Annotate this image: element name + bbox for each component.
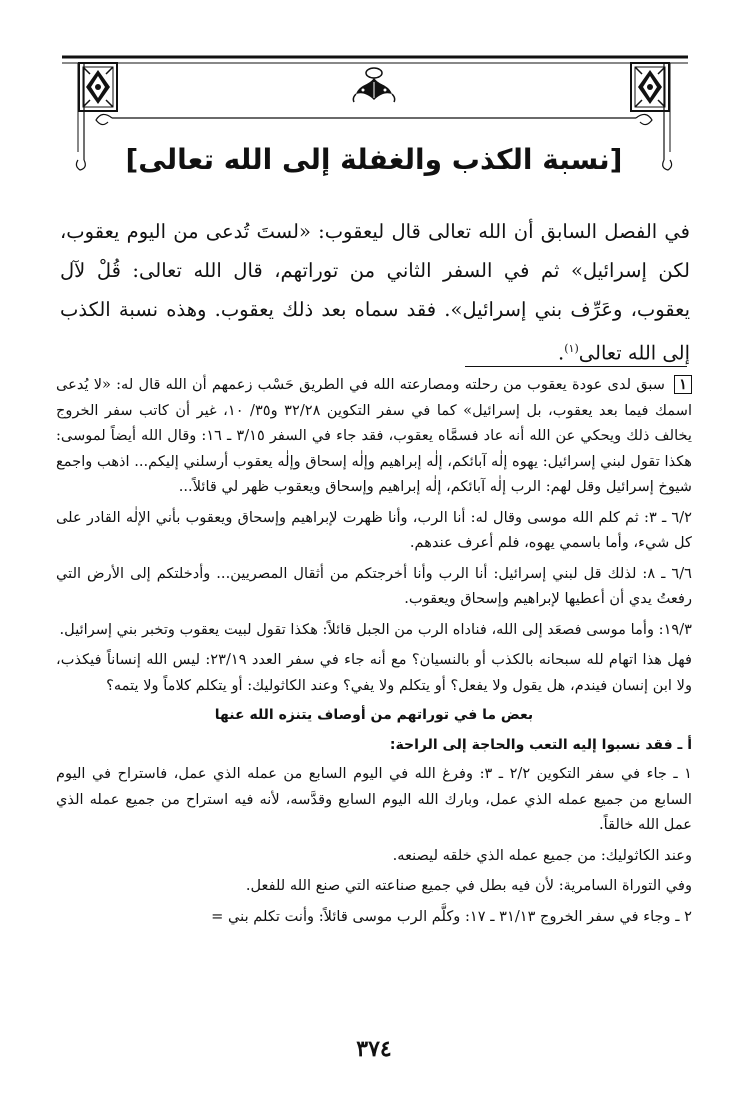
footnote-paragraph: ٦/٢ ـ ٣: ثم كلم الله موسى وقال له: أنا الرب، وأنا ظهرت لإبراهيم وإسحاق ويعقوب بأني الإلٰه القادر على كل شيء، وأما باسمي يهوه، فلم أعرف عندهم. (56, 508, 692, 551)
footnote-paragraph (56, 372, 692, 500)
footnote-paragraph: وفي التوراة السامرية: لأن فيه بطل في جميع صناعته التي صنع الله للفعل. (245, 877, 692, 894)
footnote-paragraph: ٦/٦ ـ ٨: لذلك قل لبني إسرائيل: أنا الرب وأنا أخرجتكم من أثقال المصريين... وأدخلتكم إلى الأرض التي رفعتُ يدي أن أعطيها لإبراهيم وإسحاق ويعقوب. (56, 564, 692, 607)
center-floral-ornament (346, 64, 402, 104)
footnote-paragraph: ١٩/٣: وأما موسى فصعَد إلى الله، فناداه الرب من الجبل قائلاً: هكذا تقول لبيت يعقوب وتخبر بني إسرائيل. (59, 620, 692, 638)
footnote-reference: (١) (564, 342, 579, 355)
chapter-title: [نسبة الكذب والغفلة إلى الله تعالى] (125, 143, 623, 176)
intro-end: . (558, 341, 565, 365)
footnote-paragraph: ١ ـ جاء في سفر التكوين ٢/٢ ـ ٣: وفرغ الله في اليوم السابع من عمله الذي عمل، فاستراح في اليوم السابع من جميع عمله الذي عمل، وبارك الله اليوم السابع وقدَّسه، لأنه فيه استراح من جميع عمله الذي عمل الله خالقاً. (56, 765, 692, 833)
page-number: ٣٧٤ (356, 1036, 392, 1062)
footnote-subsection-title: أ ـ فقد نسبوا إليه التعب والحاجة إلى الراحة: (389, 736, 692, 753)
footnote-paragraph: وعند الكاثوليك: من جميع عمله الذي خلقه ليصنعه. (392, 846, 692, 864)
footnote-paragraph: فهل هذا اتهام لله سبحانه بالكذب أو بالنسيان؟ مع أنه جاء في سفر العدد ٢٣/١٩: ليس الله إنساناً فيكذب، ولا ابن إنسان فيندم، هل يقول ولا يفعل؟ أو يتكلم ولا يفي؟ وعند الكاثوليك: أو يتكلم كلاماً ولا يتمه؟ (56, 651, 692, 694)
intro-paragraph (60, 212, 690, 373)
corner-ornament-right (630, 62, 670, 112)
corner-ornament-left (78, 62, 118, 112)
intro-text: في الفصل السابق أن الله تعالى قال ليعقوب: «لستَ تُدعى من اليوم يعقوب، لكن إسرائيل» ثم في السفر الثاني من توراتهم، قال الله تعالى: قُلْ لآل يعقوب، وعَرِّف بني إسرائيل». فقد سماه بعد ذلك يعقوب. وهذه نسبة الكذب إلى الله تعالى (60, 220, 690, 365)
footnote-subheading: بعض ما في توراتهم من أوصاف يتنزه الله عنها (214, 707, 534, 723)
footnote-paragraph: ٢ ـ وجاء في سفر الخروج ٣١/١٣ ـ ١٧: وكلَّم الرب موسى قائلاً: وأنت تكلم بني = (211, 907, 692, 925)
footnotes-section (56, 372, 692, 934)
footnote-number: ١ (674, 375, 692, 394)
footnote-text: سبق لدى عودة يعقوب من رحلته ومصارعته الله في الطريق حَسْب زعمهم أن الله قال له: «لا يُدعى اسمك فيما بعد يعقوب، بل إسرائيل» كما في سفر التكوين ٣٢/٢٨ و٣٥/ ١٠، غير أن كاتب سفر الخروج يخالف ذلك ويحكي عن الله أنه عاد فسمَّاه يعقوب، فقد جاء في السفر ٣/١٥ ـ ١٦: وقال الله أيضاً لموسى: هكذا تقول لبني إسرائيل: يهوه إلٰه آبائكم، إلٰه إبراهيم وإلٰه إسحاق وإلٰه يعقوب أرسلني إليكم... اذهب واجمع شيوخ إسرائيل وقل لهم: الرب إلٰه آبائكم، إلٰه إبراهيم وإسحاق ويعقوب ظهر لي قائلاً... (56, 376, 693, 495)
footnote-divider (465, 366, 687, 367)
